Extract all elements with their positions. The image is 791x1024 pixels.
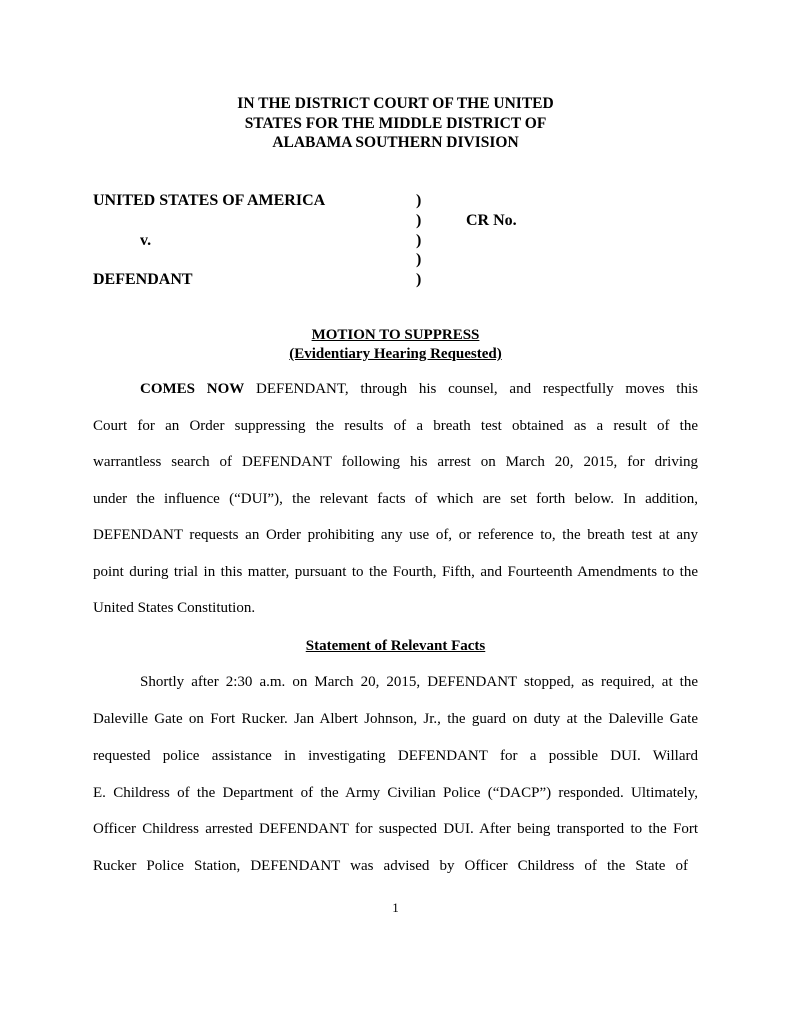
motion-subtitle: (Evidentiary Hearing Requested): [289, 346, 502, 362]
paragraph-1-line-3: warrantless search of DEFENDANT following his arrest on March 20, 2015, for driving: [93, 454, 698, 470]
paragraph-1-line-6: point during trial in this matter, pursuant to the Fourth, Fifth, and Fourteenth Amendments to the: [93, 564, 698, 580]
case-number-label: CR No.: [466, 212, 517, 229]
caption-plaintiff: UNITED STATES OF AMERICA: [93, 192, 326, 209]
caption-paren: ): [416, 232, 422, 249]
comes-now-lead: COMES NOW: [140, 381, 245, 397]
caption-versus: v.: [140, 232, 152, 249]
paragraph-1-line-1: [93, 381, 698, 398]
paragraph-1-line-2: Court for an Order suppressing the results of a breath test obtained as a result of the: [93, 418, 698, 434]
section-title: Statement of Relevant Facts: [305, 638, 486, 654]
court-heading: [0, 94, 791, 153]
paragraph-2-line-5: Officer Childress arrested DEFENDANT for suspected DUI. After being transported to the Fort: [93, 821, 698, 837]
court-heading-line-1: IN THE DISTRICT COURT OF THE UNITED: [237, 95, 554, 112]
caption-defendant: DEFENDANT: [93, 271, 193, 288]
paragraph-2-line-4: E. Childress of the Department of the Army Civilian Police (“DACP”) responded. Ultimately,: [93, 785, 698, 801]
caption-paren: ): [416, 212, 422, 229]
caption-paren: ): [416, 271, 422, 288]
motion-title: MOTION TO SUPPRESS: [311, 327, 480, 343]
paragraph-1-line-1-text: DEFENDANT, through his counsel, and respectfully moves this: [244, 381, 698, 397]
paragraph-2-line-1: Shortly after 2:30 a.m. on March 20, 2015, DEFENDANT stopped, as required, at the: [140, 674, 698, 690]
caption-paren: ): [416, 192, 422, 209]
paragraph-1-line-7: United States Constitution.: [93, 600, 256, 616]
paragraph-2-line-2: Daleville Gate on Fort Rucker. Jan Albert Johnson, Jr., the guard on duty at the Daleville Gate: [93, 711, 698, 727]
paragraph-2-line-3: requested police assistance in investigating DEFENDANT for a possible DUI. Willard: [93, 748, 698, 764]
paragraph-1-line-5: DEFENDANT requests an Order prohibiting any use of, or reference to, the breath test at any: [93, 527, 698, 543]
paragraph-1-line-4: under the influence (“DUI”), the relevant facts of which are set forth below. In addition,: [93, 491, 698, 507]
caption-paren: ): [416, 251, 422, 268]
court-heading-line-2: STATES FOR THE MIDDLE DISTRICT OF: [244, 114, 547, 132]
court-heading-line-3: ALABAMA SOUTHERN DIVISION: [272, 134, 519, 151]
page-number: 1: [392, 900, 399, 915]
paragraph-2-line-6: Rucker Police Station, DEFENDANT was advised by Officer Childress of the State of: [93, 858, 688, 874]
